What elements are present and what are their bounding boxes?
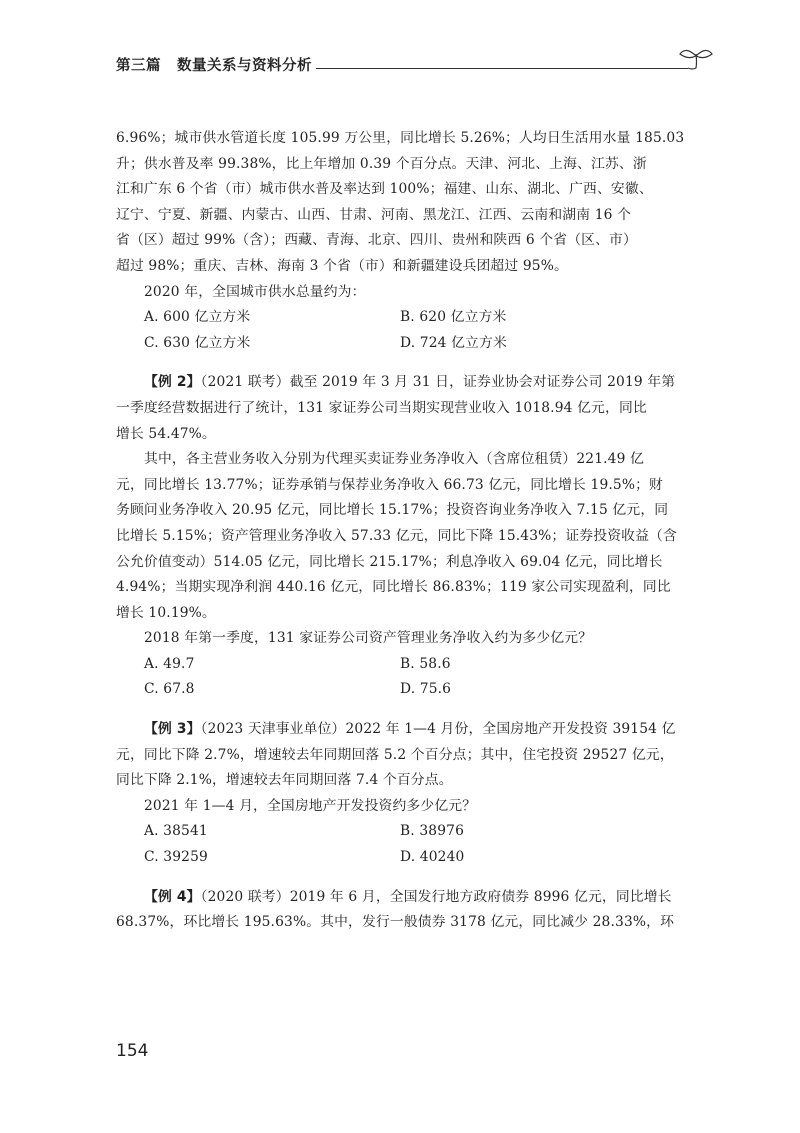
page-number: 154 bbox=[116, 1041, 149, 1061]
option-a: A. 600 亿立方米 bbox=[144, 309, 251, 326]
page-body bbox=[116, 126, 706, 936]
header-rule bbox=[316, 68, 688, 69]
text-line: 增长 10.19%。 bbox=[116, 604, 216, 621]
text-line: 增长 54.47%。 bbox=[116, 425, 216, 442]
options bbox=[116, 819, 706, 870]
header-title bbox=[116, 54, 312, 75]
option-a: A. 49.7 bbox=[144, 655, 195, 672]
example-tag: 【例 3】 bbox=[144, 721, 201, 738]
example-source: （2023 天津事业单位） bbox=[200, 721, 346, 738]
option-d: D. 75.6 bbox=[400, 681, 452, 698]
option-a: A. 38541 bbox=[144, 823, 208, 840]
text-line: 务顾问业务净收入 20.95 亿元，同比增长 15.17%；投资咨询业务净收入 7.15 亿元，同 bbox=[116, 502, 669, 519]
question: 2021 年 1—4 月，全国房地产开发投资约多少亿元？ bbox=[144, 797, 477, 814]
text-line: 元，同比下降 2.7%，增速较去年同期回落 5.2 个百分点；其中，住宅投资 29527 亿元， bbox=[116, 746, 674, 763]
example-2-detail bbox=[116, 447, 706, 626]
option-c: C. 630 亿立方米 bbox=[144, 334, 251, 351]
header-part: 第三篇 bbox=[116, 58, 161, 74]
example-3-intro bbox=[116, 717, 706, 794]
text-line: 元，同比增长 13.77%；证券承销与保荐业务净收入 66.73 亿元，同比增长 19.5%；财 bbox=[116, 476, 663, 493]
text-line: 其中，各主营业务收入分别为代理买卖证券业务净收入（含席位租赁）221.49 亿 bbox=[144, 451, 645, 468]
question: 2020 年，全国城市供水总量约为： bbox=[144, 283, 366, 300]
text-line: 2022 年 1—4 月份，全国房地产开发投资 39154 亿 bbox=[345, 721, 676, 738]
running-header bbox=[116, 52, 696, 82]
text-line: 超过 98%；重庆、吉林、海南 3 个省（市）和新疆建设兵团超过 95%。 bbox=[116, 257, 568, 274]
example-source: （2021 联考） bbox=[200, 374, 290, 391]
text-line: 比增长 5.15%；资产管理业务净收入 57.33 亿元，同比下降 15.43%；证券投资收益（含 bbox=[116, 527, 677, 544]
text-line: 6.96%；城市供水管道长度 105.99 万公里，同比增长 5.26%；人均日生活用水量 185.03 bbox=[116, 130, 685, 146]
example-tag: 【例 4】 bbox=[144, 888, 201, 905]
header-section-title: 数量关系与资料分析 bbox=[177, 58, 312, 74]
option-b: B. 620 亿立方米 bbox=[400, 309, 507, 326]
text-line: 截至 2019 年 3 月 31 日，证券业协会对证券公司 2019 年第 bbox=[289, 374, 676, 391]
example-4-intro bbox=[116, 885, 706, 936]
options bbox=[116, 652, 706, 703]
example-tag: 【例 2】 bbox=[144, 374, 201, 391]
question: 2018 年第一季度，131 家证券公司资产管理业务净收入约为多少亿元？ bbox=[144, 630, 593, 647]
text-line: 同比下降 2.1%，增速较去年同期回落 7.4 个百分点。 bbox=[116, 772, 453, 789]
sprout-icon bbox=[678, 44, 714, 74]
text-line: 68.37%，环比增长 195.63%。其中，发行一般债券 3178 亿元，同比减少 28.33%，环 bbox=[116, 914, 675, 931]
option-b: B. 38976 bbox=[400, 823, 465, 840]
continued-paragraph bbox=[116, 126, 706, 280]
text-line: 一季度经营数据进行了统计，131 家证券公司当期实现营业收入 1018.94 亿元，同比 bbox=[116, 399, 647, 416]
option-b: B. 58.6 bbox=[400, 655, 451, 672]
text-line: 2019 年 6 月，全国发行地方政府债券 8996 亿元，同比增长 bbox=[289, 888, 672, 905]
text-line: 升；供水普及率 99.38%，比上年增加 0.39 个百分点。天津、河北、上海、江苏、浙 bbox=[116, 155, 647, 172]
text-line: 江和广东 6 个省（市）城市供水普及率达到 100%；福建、山东、湖北、广西、安徽、 bbox=[116, 181, 653, 198]
option-d: D. 40240 bbox=[400, 849, 465, 866]
option-c: C. 39259 bbox=[144, 849, 208, 866]
text-line: 公允价值变动）514.05 亿元，同比增长 215.17%；利息净收入 69.04 亿元，同比增长 bbox=[116, 553, 663, 570]
option-c: C. 67.8 bbox=[144, 681, 195, 698]
text-line: 省（区）超过 99%（含）；西藏、青海、北京、四川、贵州和陕西 6 个省（区、市） bbox=[116, 232, 637, 249]
text-line: 4.94%；当期实现净利润 440.16 亿元，同比增长 86.83%；119 家公司实现盈利，同比 bbox=[116, 579, 671, 596]
options bbox=[116, 305, 706, 356]
example-2-intro bbox=[116, 370, 706, 447]
text-line: 辽宁、宁夏、新疆、内蒙古、山西、甘肃、河南、黑龙江、江西、云南和湖南 16 个 bbox=[116, 206, 632, 223]
option-d: D. 724 亿立方米 bbox=[400, 334, 507, 351]
example-source: （2020 联考） bbox=[200, 888, 290, 905]
